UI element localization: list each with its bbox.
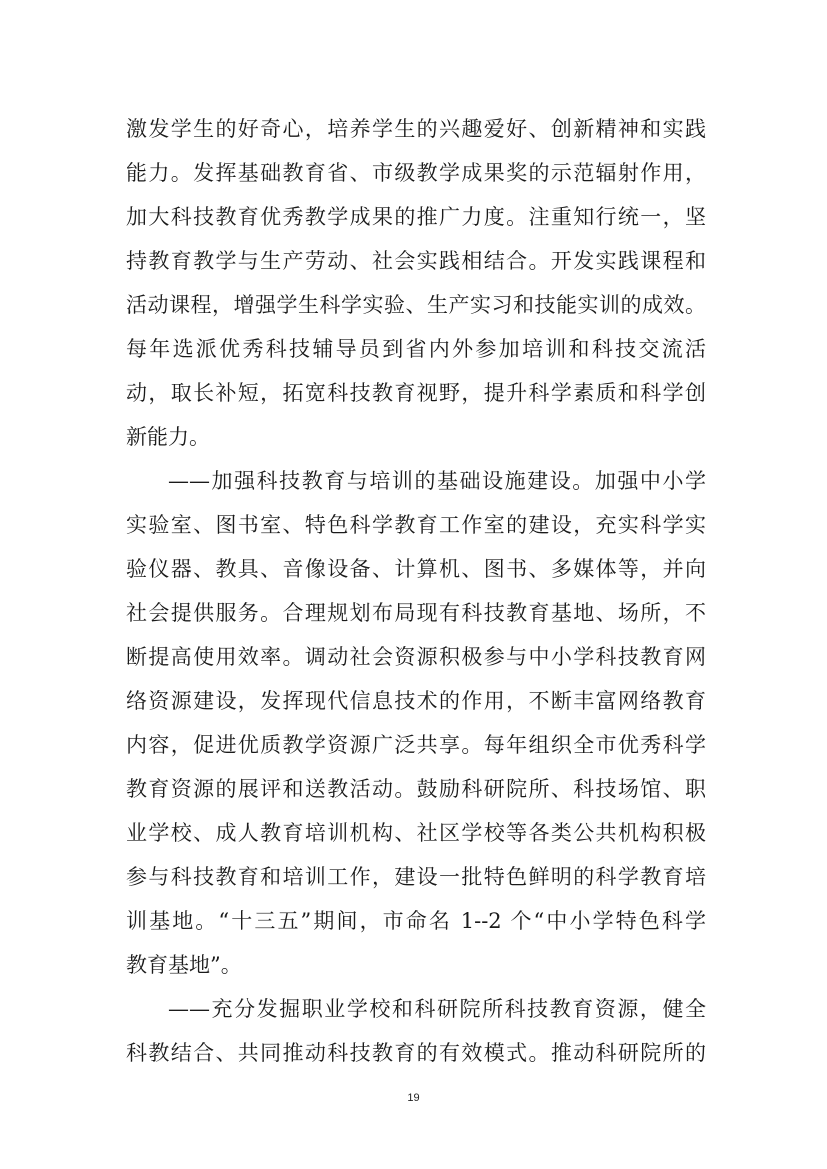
text-line: 持教育教学与生产劳动、社会实践相结合。开发实践课程和 — [126, 249, 706, 273]
text-line: 训基地。“十三五”期间，市命名 1--2 个“中小学特色科学 — [126, 909, 706, 933]
paragraph-start-line: ——充分发掘职业学校和科研院所科技教育资源，健全 — [168, 997, 706, 1021]
text-line: 内容，促进优质教学资源广泛共享。每年组织全市优秀科学 — [126, 733, 706, 757]
text-line: 动，取长补短，拓宽科技教育视野，提升科学素质和科学创 — [126, 381, 706, 405]
text-line: 参与科技教育和培训工作，建设一批特色鲜明的科学教育培 — [126, 865, 706, 889]
page-number: 19 — [407, 1092, 420, 1104]
text-line: 能力。发挥基础教育省、市级教学成果奖的示范辐射作用， — [126, 161, 706, 185]
text-line: 激发学生的好奇心，培养学生的兴趣爱好、创新精神和实践 — [126, 117, 706, 141]
text-line: 断提高使用效率。调动社会资源积极参与中小学科技教育网 — [126, 645, 706, 669]
text-line: 实验室、图书室、特色科学教育工作室的建设，充实科学实 — [126, 513, 706, 537]
paragraph-start-line: ——加强科技教育与培训的基础设施建设。加强中小学 — [168, 469, 706, 493]
text-line: 教育资源的展评和送教活动。鼓励科研院所、科技场馆、职 — [126, 777, 706, 801]
text-line: 验仪器、教具、音像设备、计算机、图书、多媒体等，并向 — [126, 557, 706, 581]
text-line: 加大科技教育优秀教学成果的推广力度。注重知行统一，坚 — [126, 205, 706, 229]
text-line: 社会提供服务。合理规划布局现有科技教育基地、场所，不 — [126, 601, 706, 625]
text-line: 科教结合、共同推动科技教育的有效模式。推动科研院所的 — [126, 1041, 706, 1065]
text-line: 活动课程，增强学生科学实验、生产实习和技能实训的成效。 — [126, 293, 706, 317]
text-line: 新能力。 — [126, 425, 210, 449]
text-line: 每年选派优秀科技辅导员到省内外参加培训和科技交流活 — [126, 337, 706, 361]
text-line: 业学校、成人教育培训机构、社区学校等各类公共机构积极 — [126, 821, 706, 845]
text-line: 教育基地”。 — [126, 953, 242, 977]
text-line: 络资源建设，发挥现代信息技术的作用，不断丰富网络教育 — [126, 689, 706, 713]
